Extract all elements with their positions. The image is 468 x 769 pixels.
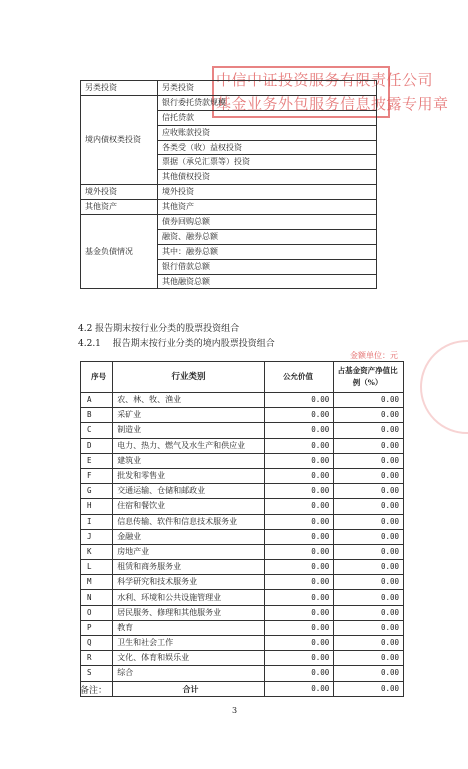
fair-value: 0.00 bbox=[264, 408, 333, 423]
table-row bbox=[81, 620, 404, 635]
fair-value: 0.00 bbox=[264, 529, 333, 544]
industry-name: 采矿业 bbox=[113, 408, 265, 423]
table-row bbox=[81, 575, 404, 590]
asset-item: 其他融资总额 bbox=[158, 274, 377, 289]
fair-value: 0.00 bbox=[264, 666, 333, 681]
net-asset-ratio: 0.00 bbox=[334, 514, 404, 529]
asset-category: 基金负债情况 bbox=[81, 215, 158, 289]
net-asset-ratio: 0.00 bbox=[334, 575, 404, 590]
table-row bbox=[81, 499, 404, 514]
net-asset-ratio: 0.00 bbox=[334, 408, 404, 423]
net-asset-ratio: 0.00 bbox=[334, 636, 404, 651]
net-asset-ratio: 0.00 bbox=[334, 468, 404, 483]
table-row bbox=[81, 408, 404, 423]
net-asset-ratio: 0.00 bbox=[334, 544, 404, 559]
asset-item: 应收账款投资 bbox=[158, 125, 377, 140]
total-fair-value: 0.00 bbox=[264, 681, 333, 696]
asset-item: 各类受（收）益权投资 bbox=[158, 140, 377, 155]
section-heading-4-2-1: 4.2.1 报告期末按行业分类的境内股票投资组合 bbox=[78, 339, 275, 349]
total-label: 合计 bbox=[113, 681, 265, 696]
industry-name: 水利、环境和公共设施管理业 bbox=[113, 590, 265, 605]
section-heading-4-2: 4.2 报告期末按行业分类的股票投资组合 bbox=[78, 324, 240, 334]
table-row bbox=[81, 438, 404, 453]
table-row bbox=[81, 544, 404, 559]
industry-name: 制造业 bbox=[113, 423, 265, 438]
industry-name: 房地产业 bbox=[113, 544, 265, 559]
asset-item: 银行委托贷款规模 bbox=[158, 95, 377, 110]
asset-item: 其他债权投资 bbox=[158, 170, 377, 185]
asset-item: 其中：融券总额 bbox=[158, 244, 377, 259]
fair-value: 0.00 bbox=[264, 544, 333, 559]
page-number: 3 bbox=[232, 706, 238, 715]
note-label: 备注： bbox=[80, 686, 108, 696]
table-row bbox=[81, 529, 404, 544]
industry-code: I bbox=[81, 514, 113, 529]
fair-value: 0.00 bbox=[264, 423, 333, 438]
fair-value: 0.00 bbox=[264, 393, 333, 408]
industry-code: N bbox=[81, 590, 113, 605]
industry-code: H bbox=[81, 499, 113, 514]
net-asset-ratio: 0.00 bbox=[334, 666, 404, 681]
table-row bbox=[81, 81, 377, 96]
asset-item: 其他资产 bbox=[158, 200, 377, 215]
industry-name: 交通运输、仓储和邮政业 bbox=[113, 484, 265, 499]
table-row bbox=[81, 590, 404, 605]
table-row bbox=[81, 651, 404, 666]
net-asset-ratio: 0.00 bbox=[334, 499, 404, 514]
net-asset-ratio: 0.00 bbox=[334, 590, 404, 605]
header-code: 序号 bbox=[81, 362, 113, 393]
total-ratio: 0.00 bbox=[334, 681, 404, 696]
header-fair-value: 公允价值 bbox=[264, 362, 333, 393]
header-ratio: 占基金资产净值比例（%） bbox=[334, 362, 404, 393]
industry-code: F bbox=[81, 468, 113, 483]
asset-category: 其他资产 bbox=[81, 200, 158, 215]
industry-name: 综合 bbox=[113, 666, 265, 681]
asset-category: 境外投资 bbox=[81, 185, 158, 200]
industry-table bbox=[80, 361, 404, 697]
table-row bbox=[81, 484, 404, 499]
asset-category: 另类投资 bbox=[81, 81, 158, 96]
table-row bbox=[81, 468, 404, 483]
net-asset-ratio: 0.00 bbox=[334, 529, 404, 544]
industry-name: 卫生和社会工作 bbox=[113, 636, 265, 651]
industry-code: M bbox=[81, 575, 113, 590]
table-row bbox=[81, 393, 404, 408]
seal-impression bbox=[420, 340, 468, 434]
industry-code: J bbox=[81, 529, 113, 544]
net-asset-ratio: 0.00 bbox=[334, 438, 404, 453]
industry-name: 农、林、牧、渔业 bbox=[113, 393, 265, 408]
industry-name: 文化、体育和娱乐业 bbox=[113, 651, 265, 666]
net-asset-ratio: 0.00 bbox=[334, 651, 404, 666]
table-row bbox=[81, 95, 377, 110]
table-row bbox=[81, 453, 404, 468]
fair-value: 0.00 bbox=[264, 484, 333, 499]
table-row bbox=[81, 636, 404, 651]
fair-value: 0.00 bbox=[264, 590, 333, 605]
industry-name: 居民服务、修理和其他服务业 bbox=[113, 605, 265, 620]
table-row bbox=[81, 514, 404, 529]
fair-value: 0.00 bbox=[264, 575, 333, 590]
table-row bbox=[81, 185, 377, 200]
stamp-line-1: 中信中证投资服务有限责任公司 bbox=[216, 71, 434, 89]
industry-code: K bbox=[81, 544, 113, 559]
fair-value: 0.00 bbox=[264, 636, 333, 651]
industry-code: E bbox=[81, 453, 113, 468]
industry-code: O bbox=[81, 605, 113, 620]
asset-item: 融资、融券总额 bbox=[158, 229, 377, 244]
table-row bbox=[81, 560, 404, 575]
header-industry: 行业类别 bbox=[113, 362, 265, 393]
net-asset-ratio: 0.00 bbox=[334, 393, 404, 408]
asset-item: 另类投资 bbox=[158, 81, 377, 96]
net-asset-ratio: 0.00 bbox=[334, 453, 404, 468]
table-row bbox=[81, 605, 404, 620]
fair-value: 0.00 bbox=[264, 514, 333, 529]
net-asset-ratio: 0.00 bbox=[334, 605, 404, 620]
industry-name: 批发和零售业 bbox=[113, 468, 265, 483]
table-row bbox=[81, 666, 404, 681]
net-asset-ratio: 0.00 bbox=[334, 423, 404, 438]
industry-name: 科学研究和技术服务业 bbox=[113, 575, 265, 590]
industry-name: 建筑业 bbox=[113, 453, 265, 468]
industry-code: L bbox=[81, 560, 113, 575]
industry-name: 电力、热力、燃气及水生产和供应业 bbox=[113, 438, 265, 453]
asset-category: 境内债权类投资 bbox=[81, 95, 158, 184]
asset-item: 票据（承兑汇票等）投资 bbox=[158, 155, 377, 170]
industry-code: Q bbox=[81, 636, 113, 651]
industry-name: 租赁和商务服务业 bbox=[113, 560, 265, 575]
industry-code: A bbox=[81, 393, 113, 408]
industry-code: B bbox=[81, 408, 113, 423]
net-asset-ratio: 0.00 bbox=[334, 484, 404, 499]
table-header-row bbox=[81, 362, 404, 393]
fair-value: 0.00 bbox=[264, 651, 333, 666]
industry-name: 教育 bbox=[113, 620, 265, 635]
net-asset-ratio: 0.00 bbox=[334, 560, 404, 575]
table-row bbox=[81, 200, 377, 215]
industry-code: G bbox=[81, 484, 113, 499]
industry-code: D bbox=[81, 438, 113, 453]
asset-table bbox=[80, 80, 377, 289]
industry-name: 金融业 bbox=[113, 529, 265, 544]
amount-unit: 金额单位：元 bbox=[350, 351, 398, 360]
industry-code: S bbox=[81, 666, 113, 681]
asset-item: 债券回购总额 bbox=[158, 215, 377, 230]
fair-value: 0.00 bbox=[264, 453, 333, 468]
asset-item: 银行借款总额 bbox=[158, 259, 377, 274]
fair-value: 0.00 bbox=[264, 438, 333, 453]
industry-code: R bbox=[81, 651, 113, 666]
industry-name: 住宿和餐饮业 bbox=[113, 499, 265, 514]
table-row bbox=[81, 423, 404, 438]
asset-item: 信托贷款 bbox=[158, 110, 377, 125]
table-row bbox=[81, 215, 377, 230]
net-asset-ratio: 0.00 bbox=[334, 620, 404, 635]
fair-value: 0.00 bbox=[264, 499, 333, 514]
industry-code: P bbox=[81, 620, 113, 635]
fair-value: 0.00 bbox=[264, 605, 333, 620]
asset-item: 境外投资 bbox=[158, 185, 377, 200]
fair-value: 0.00 bbox=[264, 560, 333, 575]
stamp-line-2: 基金业务外包服务信息披露专用章 bbox=[216, 95, 449, 113]
industry-name: 信息传输、软件和信息技术服务业 bbox=[113, 514, 265, 529]
total-row bbox=[81, 681, 404, 696]
fair-value: 0.00 bbox=[264, 620, 333, 635]
industry-code: C bbox=[81, 423, 113, 438]
fair-value: 0.00 bbox=[264, 468, 333, 483]
